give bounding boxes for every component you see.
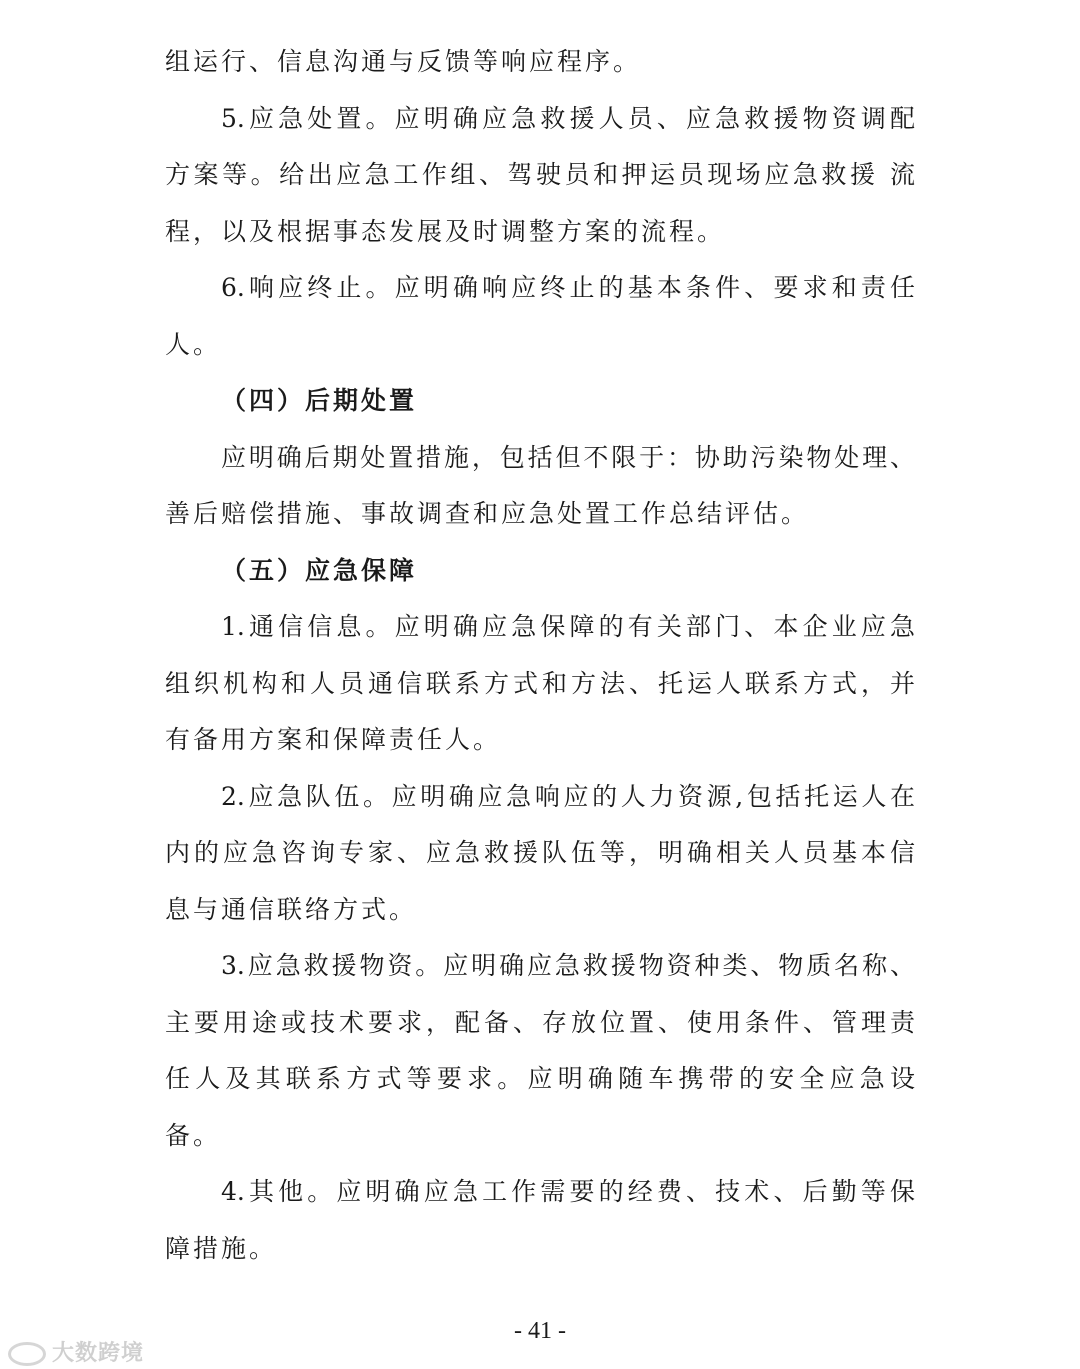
- paragraph: [165, 91, 915, 261]
- text-line: 主要用途或技术要求，配备、存放位置、使用条件、管理责: [165, 1007, 915, 1037]
- text-line: 人。: [165, 329, 222, 359]
- paragraph: [165, 430, 915, 543]
- text-line: （四）后期处置: [221, 386, 418, 415]
- document-body: [165, 34, 915, 1277]
- text-line: 组织机构和人员通信联系方式和方法、托运人联系方式，并: [165, 668, 915, 698]
- text-line: 组运行、信息沟通与反馈等响应程序。: [165, 47, 642, 76]
- text-line: 方案等。给出应急工作组、驾驶员和押运员现场应急救援 流: [165, 160, 915, 189]
- text-line: 程，以及根据事态发展及时调整方案的流程。: [165, 216, 726, 246]
- paragraph: [165, 1164, 915, 1277]
- paragraph: [165, 769, 915, 939]
- text-line: 内的应急咨询专家、应急救援队伍等，明确相关人员基本信: [165, 838, 915, 867]
- page-number: - 41 -: [514, 1318, 566, 1344]
- section-heading: [165, 373, 915, 430]
- text-line: 障措施。: [165, 1233, 278, 1263]
- text-line: 6.响应终止。应明确响应终止的基本条件、要求和责任: [221, 273, 915, 302]
- section-heading: [165, 543, 915, 600]
- paragraph: [165, 260, 915, 373]
- text-line: 有备用方案和保障责任人。: [165, 725, 502, 754]
- text-line: 应明确后期处置措施，包括但不限于：协助污染物处理、: [221, 442, 915, 472]
- text-line: 备。: [165, 1120, 222, 1150]
- text-line: （五）应急保障: [221, 555, 418, 585]
- paragraph: [165, 938, 915, 1164]
- paragraph: [165, 34, 915, 91]
- watermark: [8, 1336, 144, 1367]
- text-line: 4.其他。应明确应急工作需要的经费、技术、后勤等保: [221, 1177, 915, 1206]
- text-line: 1.通信信息。应明确应急保障的有关部门、本企业应急: [221, 612, 915, 641]
- text-line: 3.应急救援物资。应明确应急救援物资种类、物质名称、: [221, 951, 915, 980]
- text-line: 2.应急队伍。应明确应急响应的人力资源,包括托运人在: [221, 781, 915, 811]
- text-line: 5.应急处置。应明确应急救援人员、应急救援物资调配: [221, 103, 915, 133]
- text-line: 任人及其联系方式等要求。应明确随车携带的安全应急设: [165, 1064, 915, 1093]
- watermark-logo-icon: [8, 1342, 46, 1366]
- text-line: 善后赔偿措施、事故调查和应急处置工作总结评估。: [165, 499, 810, 528]
- watermark-text: 大数跨境: [52, 1341, 145, 1366]
- text-line: 息与通信联络方式。: [165, 894, 418, 924]
- paragraph: [165, 599, 915, 769]
